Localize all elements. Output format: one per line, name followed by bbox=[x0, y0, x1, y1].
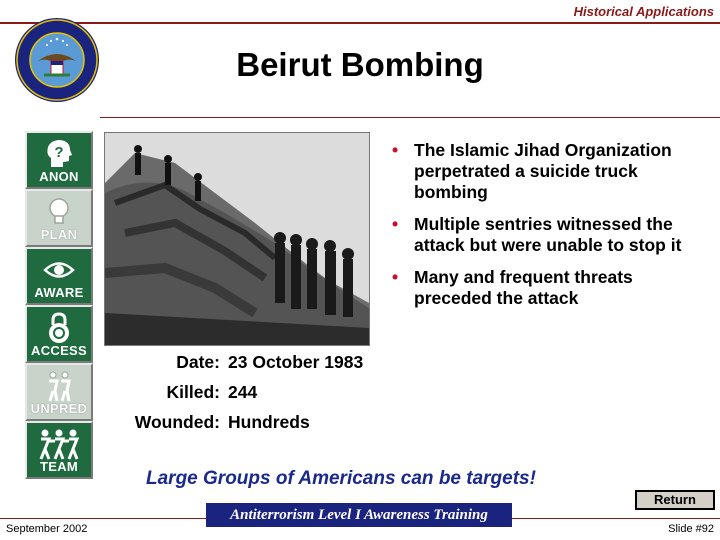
nav-tile-access-label: ACCESS bbox=[31, 343, 87, 358]
section-tag: Historical Applications bbox=[573, 4, 714, 19]
page-title: Beirut Bombing bbox=[236, 46, 484, 83]
bullet-item bbox=[390, 214, 710, 256]
return-button[interactable]: Return bbox=[635, 490, 715, 510]
nav-tile-plan-label: PLAN bbox=[40, 227, 78, 242]
department-of-defense-seal bbox=[14, 17, 100, 103]
bullet-text: The Islamic Jihad Organization perpetrated a suicide truck bombing bbox=[414, 140, 672, 202]
bullet-marker: • bbox=[392, 140, 399, 160]
fact-value: Hundreds bbox=[228, 412, 310, 432]
nav-tile-aware[interactable] bbox=[25, 247, 93, 305]
title-divider bbox=[100, 117, 720, 118]
bullet-list bbox=[390, 140, 710, 320]
fact-row-date bbox=[110, 348, 363, 378]
bullet-text: Multiple sentries witnessed the attack but were unable to stop it bbox=[414, 214, 682, 255]
bombing-aftermath-photo bbox=[104, 132, 370, 346]
nav-tile-aware-label: AWARE bbox=[34, 285, 84, 300]
slide-number: Slide #92 bbox=[668, 523, 714, 535]
nav-tile-anon[interactable] bbox=[25, 131, 93, 189]
bullet-item bbox=[390, 267, 710, 309]
eye-icon bbox=[27, 253, 91, 287]
incident-facts bbox=[110, 348, 363, 438]
group-people-icon bbox=[27, 427, 91, 461]
nav-tile-team[interactable] bbox=[25, 421, 93, 479]
fact-row-killed bbox=[110, 378, 363, 408]
fact-key: Killed: bbox=[166, 382, 220, 402]
opsec-nav-sidebar bbox=[25, 131, 93, 479]
nav-tile-access[interactable] bbox=[25, 305, 93, 363]
fact-row-wounded bbox=[110, 408, 363, 438]
bullet-item bbox=[390, 140, 710, 203]
fact-key: Wounded: bbox=[134, 412, 220, 432]
padlock-icon bbox=[27, 311, 91, 345]
footer-date: September 2002 bbox=[6, 523, 88, 535]
bullet-marker: • bbox=[392, 267, 399, 287]
question-head-icon bbox=[27, 137, 91, 171]
tagline: Large Groups of Americans can be targets! bbox=[146, 468, 536, 489]
course-banner: Antiterrorism Level I Awareness Training bbox=[206, 503, 512, 527]
nav-tile-anon-label: ANON bbox=[39, 169, 79, 184]
fact-key: Date: bbox=[176, 352, 220, 372]
bullet-marker: • bbox=[392, 214, 399, 234]
lightbulb-icon bbox=[27, 195, 91, 229]
bullet-text: Many and frequent threats preceded the attack bbox=[414, 267, 633, 308]
walking-figures-icon bbox=[27, 369, 91, 403]
nav-tile-unpred-label: UNPRED bbox=[30, 401, 88, 416]
nav-tile-plan[interactable] bbox=[25, 189, 93, 247]
nav-tile-unpred[interactable] bbox=[25, 363, 93, 421]
nav-tile-team-label: TEAM bbox=[39, 459, 79, 474]
header-divider bbox=[0, 22, 720, 24]
fact-value: 244 bbox=[228, 382, 258, 402]
svg-text:?: ? bbox=[54, 144, 64, 161]
fact-value: 23 October 1983 bbox=[228, 352, 364, 372]
